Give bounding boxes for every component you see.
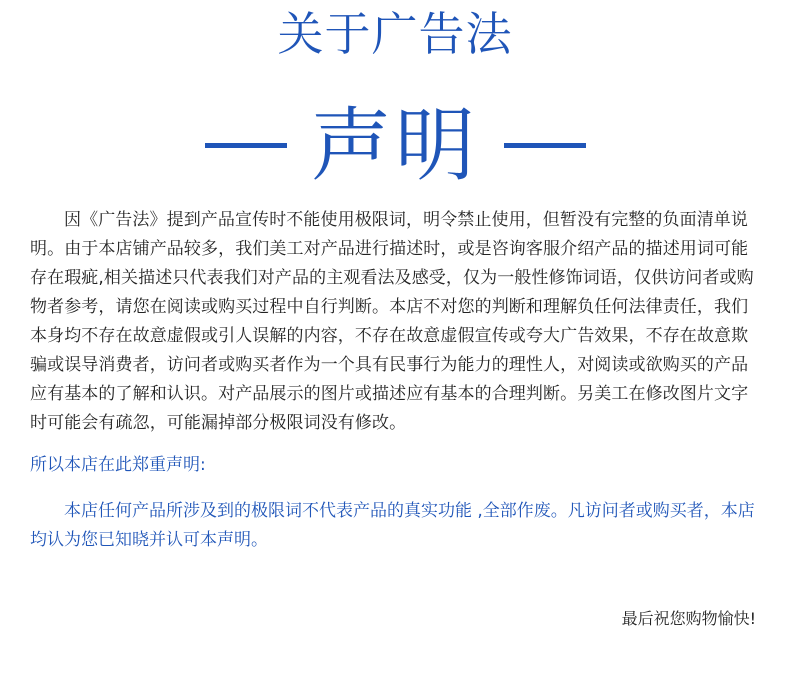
heading-row [0,98,790,194]
closing-text: 最后祝您购物愉快! [621,609,756,628]
statement-heading: 声明 [311,99,479,192]
declaration-text: 本店任何产品所涉及到的极限词不代表产品的真实功能 ,全部作废。凡访问者或购买者，本店均认为您已知晓并认可本声明。 [30,501,755,550]
right-dash [504,143,586,148]
body-paragraph: 因《广告法》提到产品宣传时不能使用极限词，明令禁止使用，但暂没有完整的负面清单说明。由于本店铺产品较多，我们美工对产品进行描述时，或是咨询客服介绍产品的描述用词可能存在瑕疵,相关描述只代表我们对产品的主观看法及感受，仅为一般性修饰词语，仅供访问者或购物者参考，请您在阅读或购买过程中自行判断。本店不对您的判断和理解负任何法律责任，我们本身均不存在故意虚假或引人误解的内容，不存在故意虚假宣传或夸大广告效果，不存在故意欺骗或误导消费者，访问者或购买者作为一个具有民事行为能力的理性人，对阅读或欲购买的产品应有基本的了解和认识。对产品展示的图片或描述应有基本的合理判断。另美工在修改图片文字时可能会有疏忽，可能漏掉部分极限词没有修改。 [30,210,754,433]
page-title: 关于广告法 [277,7,513,61]
declaration-title: 所以本店在此郑重声明: [30,455,206,475]
left-dash [205,143,287,148]
